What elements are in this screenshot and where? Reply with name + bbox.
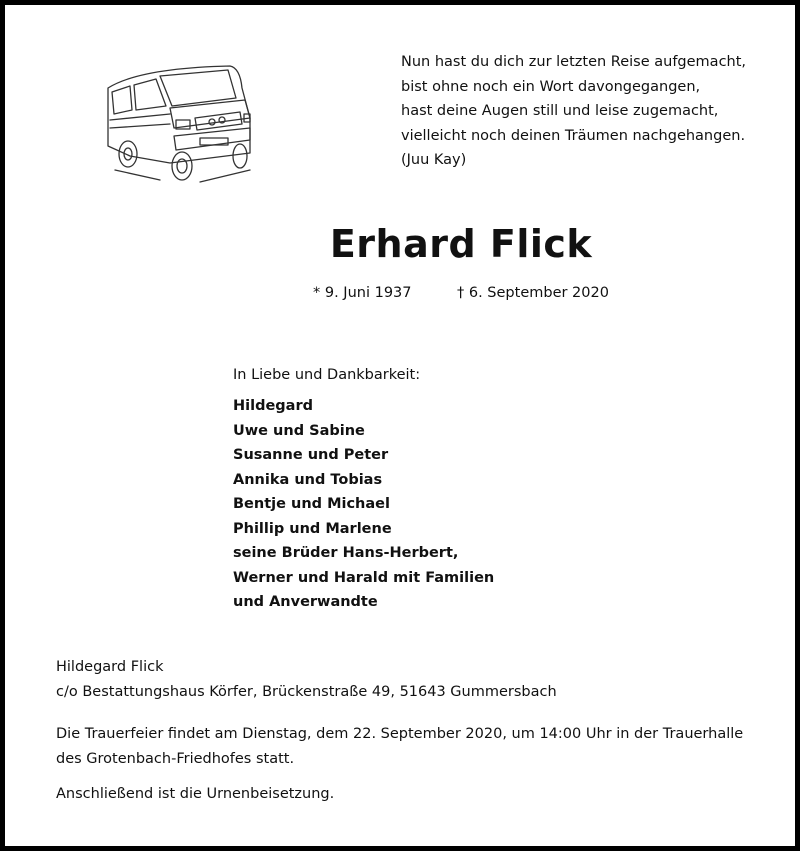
poem-author: (Juu Kay) — [401, 152, 467, 168]
contact-address — [56, 655, 557, 704]
contact-address-line: c/o Bestattungshaus Körfer, Brückenstraße 49, 51643 Gummersbach — [56, 683, 557, 700]
poem-line: hast deine Augen still und leise zugemacht, — [401, 103, 719, 119]
poem-line: Nun hast du dich zur letzten Reise aufgemacht, — [401, 54, 747, 70]
poem — [401, 50, 781, 173]
mourners-intro: In Liebe und Dankbarkeit: — [233, 367, 421, 383]
van-sketch-icon — [100, 58, 260, 188]
deceased-name: Erhard Flick — [329, 222, 593, 266]
contact-name: Hildegard Flick — [56, 659, 164, 675]
funeral-service-info — [56, 722, 743, 771]
mourners-list — [233, 394, 494, 615]
mourner-name: seine Brüder Hans-Herbert, — [233, 545, 459, 561]
birth-date: * 9. Juni 1937 — [313, 285, 412, 301]
poem-line: vielleicht noch deinen Träumen nachgehangen. — [401, 127, 746, 144]
mourner-name: Uwe und Sabine — [233, 422, 365, 439]
poem-line: bist ohne noch ein Wort davongegangen, — [401, 78, 701, 95]
mourner-name: Susanne und Peter — [233, 447, 389, 463]
mourner-name: Werner und Harald mit Familien — [233, 569, 495, 586]
death-date: † 6. September 2020 — [457, 285, 609, 301]
service-line: Die Trauerfeier findet am Dienstag, dem 22. September 2020, um 14:00 Uhr in der Trauerhalle — [56, 726, 744, 742]
mourner-name: Annika und Tobias — [233, 471, 383, 488]
mourner-name: und Anverwandte — [233, 594, 378, 610]
mourner-name: Bentje und Michael — [233, 496, 390, 512]
mourner-name: Hildegard — [233, 398, 313, 414]
mourner-name: Phillip und Marlene — [233, 520, 392, 537]
urn-burial-note: Anschließend ist die Urnenbeisetzung. — [56, 786, 335, 802]
service-line: des Grotenbach-Friedhofes statt. — [56, 750, 295, 767]
